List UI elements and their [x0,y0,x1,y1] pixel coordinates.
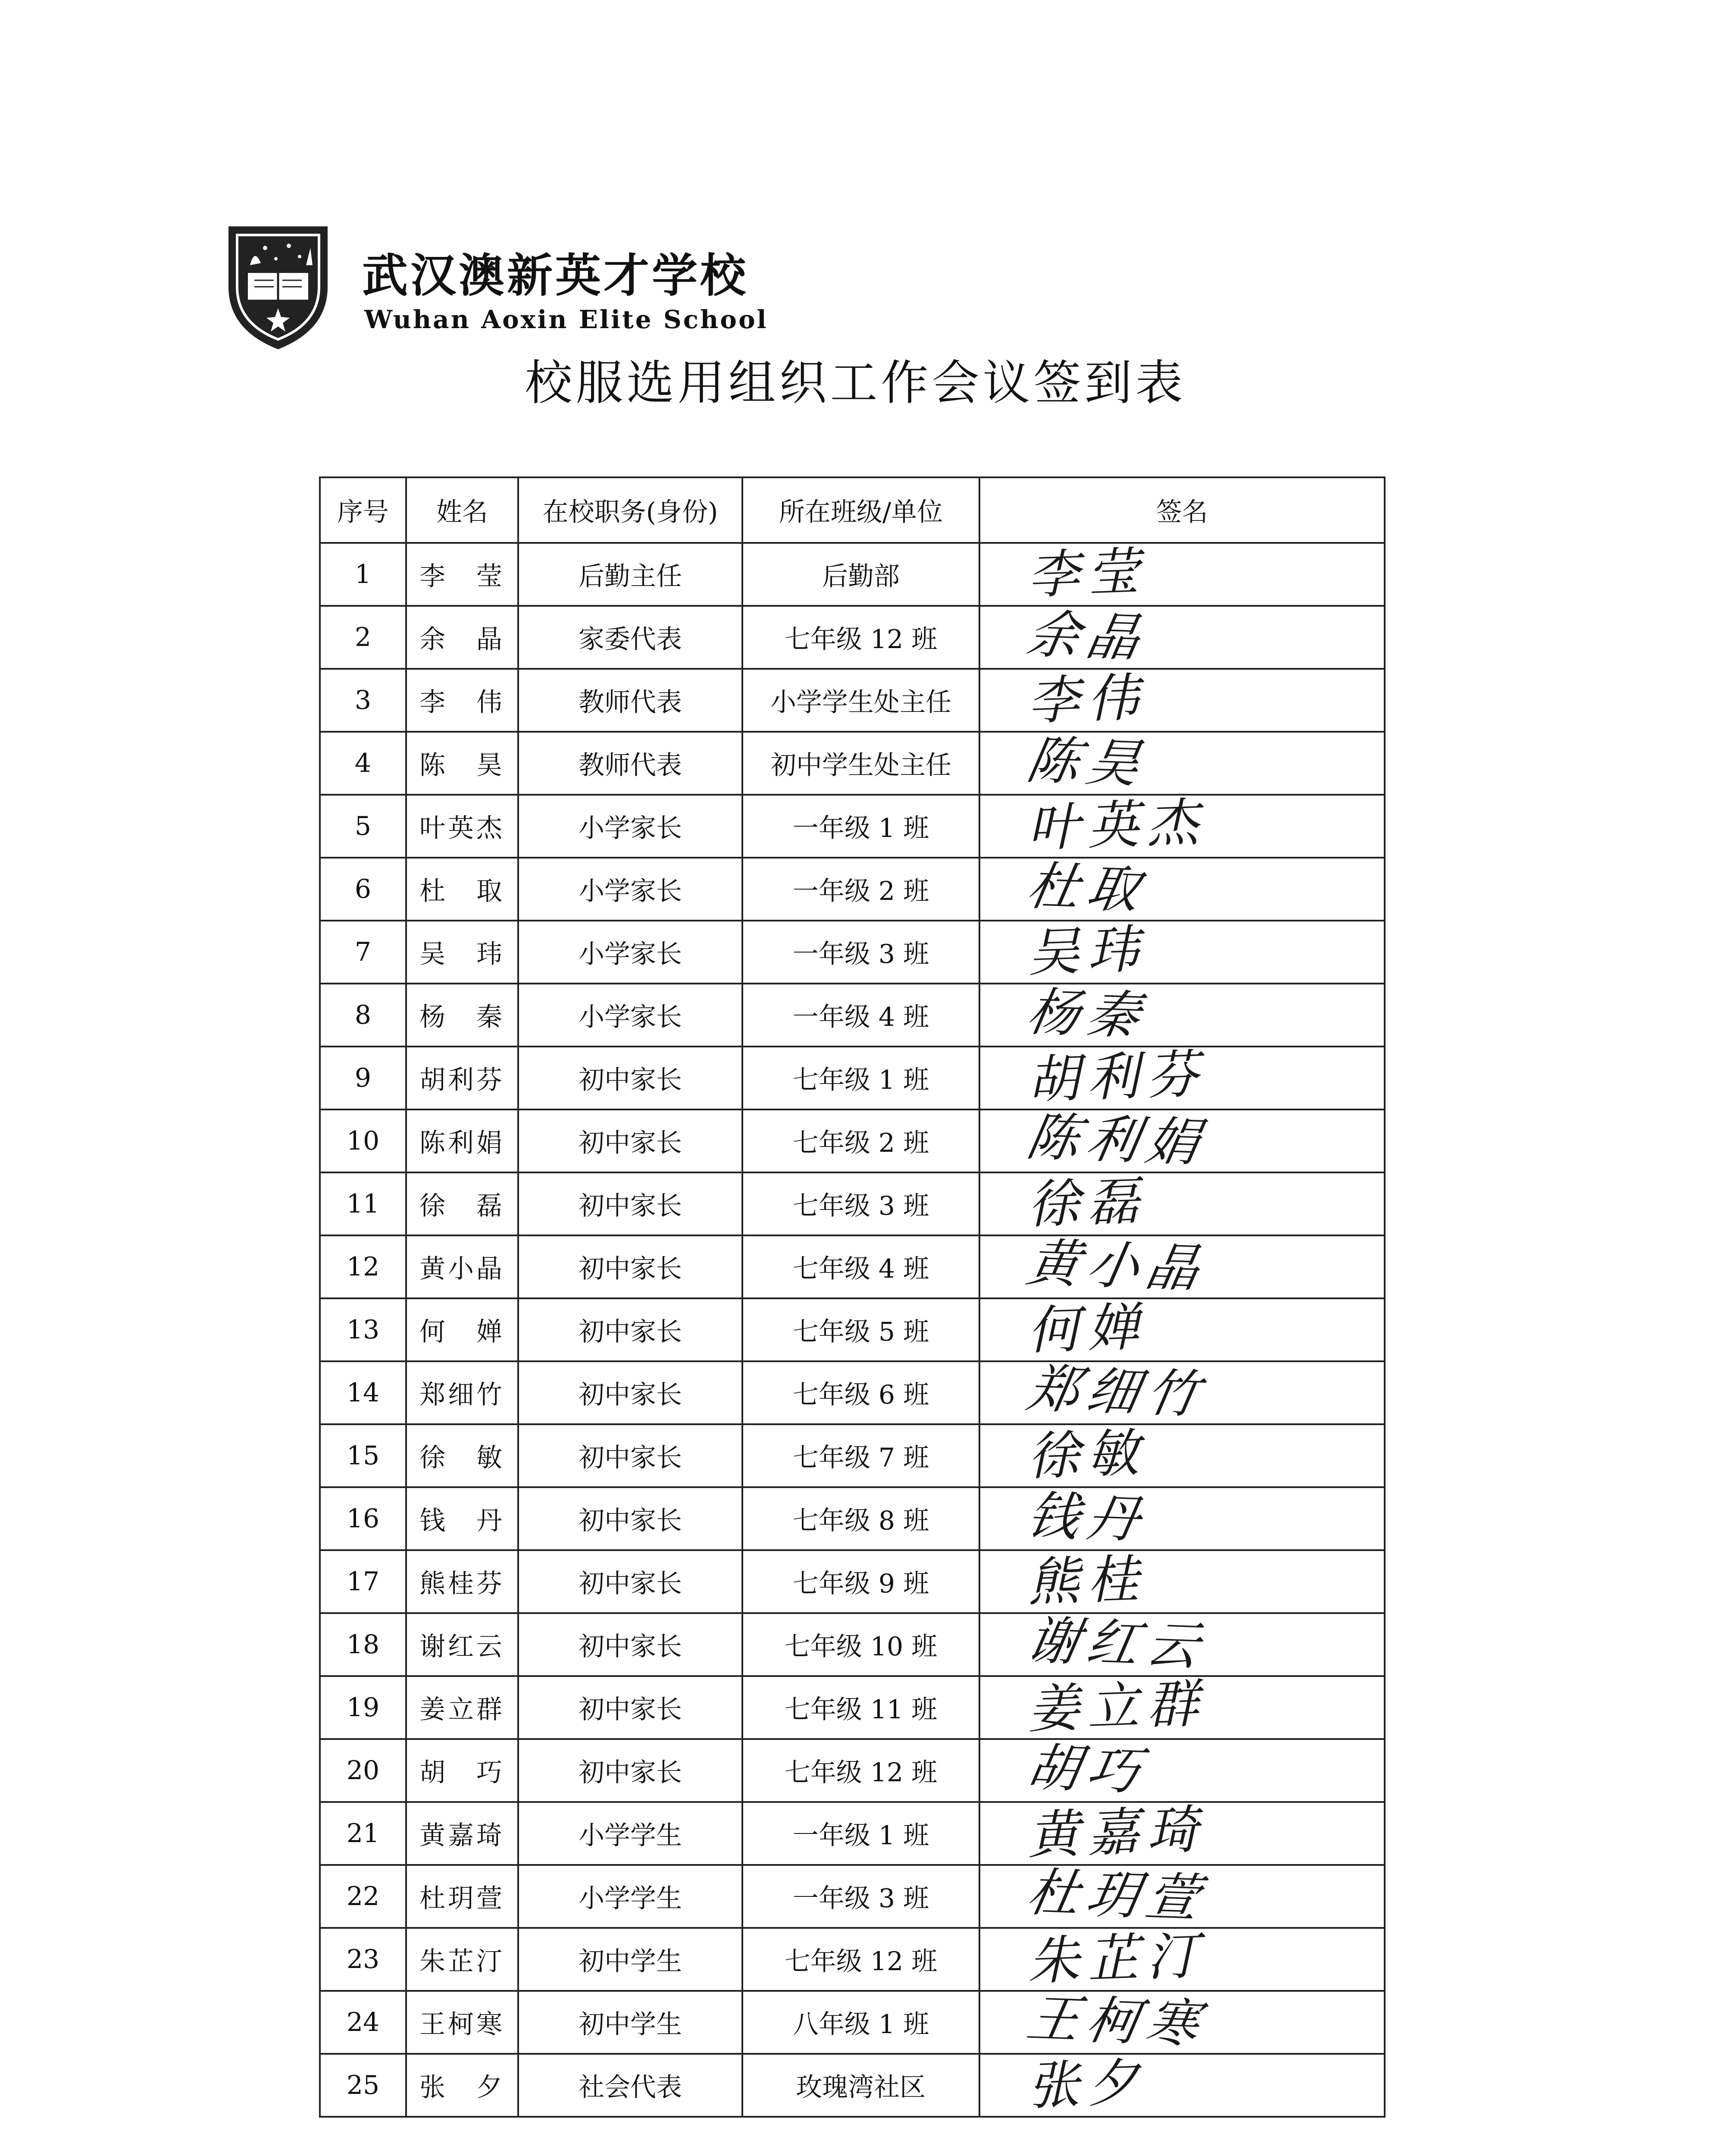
signature-cell [979,1361,1385,1424]
number-cell: 13 [320,1298,406,1361]
number-cell: 1 [320,543,406,606]
signature-cell [979,984,1385,1047]
handwritten-signature: 胡巧 [1022,1738,1152,1802]
handwritten-signature: 李莹 [1026,542,1148,606]
table-row [320,921,1385,984]
name-cell: 姜立群 [406,1676,518,1739]
signature-cell [979,1865,1385,1928]
unit-cell: 七年级 11 班 [742,1676,979,1739]
number-cell: 4 [320,732,406,795]
role-cell: 小学家长 [518,795,742,858]
unit-cell: 一年级 2 班 [742,858,979,921]
unit-cell: 小学学生处主任 [742,669,979,732]
role-cell: 教师代表 [518,669,742,732]
unit-cell: 七年级 10 班 [742,1613,979,1676]
header-cell-role: 在校职务(身份) [518,477,742,543]
name-cell: 胡利芬 [406,1047,518,1109]
table-row [320,1109,1385,1172]
number-cell: 21 [320,1802,406,1865]
signature-cell [979,1613,1385,1676]
name-cell: 吴 玮 [406,921,518,984]
name-cell: 杜玥萱 [406,1865,518,1928]
signature-cell [979,1925,1385,1992]
number-cell: 22 [320,1865,406,1928]
number-cell: 2 [320,606,406,669]
signature-cell [979,1739,1385,1802]
role-cell: 小学家长 [518,921,742,984]
name-cell: 余 晶 [406,606,518,669]
number-cell: 12 [320,1235,406,1298]
handwritten-signature: 余晶 [1022,605,1152,669]
school-crest-icon [224,222,332,351]
handwritten-signature: 陈昊 [1022,730,1152,795]
unit-cell: 七年级 6 班 [742,1361,979,1424]
handwritten-signature: 杨秦 [1022,982,1152,1047]
table-row [320,669,1385,732]
role-cell: 初中家长 [518,1109,742,1172]
table-row [320,1298,1385,1361]
role-cell: 初中家长 [518,1613,742,1676]
signature-cell [979,1424,1385,1487]
signature-cell [979,1673,1385,1740]
role-cell: 小学家长 [518,858,742,921]
signature-cell [979,606,1385,669]
table-row [320,543,1385,606]
unit-cell: 一年级 1 班 [742,795,979,858]
handwritten-signature: 熊桂 [1026,1549,1148,1613]
table-row [320,1676,1385,1739]
number-cell: 14 [320,1361,406,1424]
table-row [320,2054,1385,2117]
handwritten-signature: 黄嘉琦 [1026,1799,1207,1866]
unit-cell: 一年级 4 班 [742,984,979,1047]
handwritten-signature: 杜玥萱 [1023,1863,1212,1929]
signature-cell [979,2054,1385,2117]
name-cell: 徐 敏 [406,1424,518,1487]
table-row [320,1613,1385,1676]
role-cell: 初中家长 [518,1550,742,1613]
role-cell: 小学家长 [518,984,742,1047]
number-cell: 19 [320,1676,406,1739]
number-cell: 25 [320,2054,406,2117]
handwritten-signature: 张夕 [1026,2053,1148,2117]
number-cell: 15 [320,1424,406,1487]
role-cell: 初中家长 [518,1424,742,1487]
role-cell: 初中学生 [518,1991,742,2054]
number-cell: 8 [320,984,406,1047]
signature-cell [979,1550,1385,1613]
role-cell: 初中家长 [518,1739,742,1802]
table-row [320,1047,1385,1109]
role-cell: 初中家长 [518,1361,742,1424]
sign-in-table [319,476,1386,2118]
unit-cell: 七年级 7 班 [742,1424,979,1487]
unit-cell: 七年级 12 班 [742,1739,979,1802]
role-cell: 家委代表 [518,606,742,669]
number-cell: 6 [320,858,406,921]
role-cell: 初中家长 [518,1172,742,1235]
table-row [320,984,1385,1047]
handwritten-signature: 姜立群 [1026,1673,1207,1740]
name-cell: 郑细竹 [406,1361,518,1424]
signature-cell [979,921,1385,984]
handwritten-signature: 黄小晶 [1023,1233,1212,1299]
name-cell: 黄嘉琦 [406,1802,518,1865]
unit-cell: 七年级 9 班 [742,1550,979,1613]
number-cell: 18 [320,1613,406,1676]
name-cell: 徐 磊 [406,1172,518,1235]
handwritten-signature: 胡利芬 [1026,1044,1207,1111]
number-cell: 3 [320,669,406,732]
role-cell: 社会代表 [518,2054,742,2117]
signature-cell [979,1298,1385,1361]
number-cell: 10 [320,1109,406,1172]
table-row [320,1865,1385,1928]
role-cell: 初中家长 [518,1047,742,1109]
table-row [320,1361,1385,1424]
name-cell: 杨 秦 [406,984,518,1047]
table-row [320,858,1385,921]
handwritten-signature: 李伟 [1026,667,1148,732]
role-cell: 小学学生 [518,1802,742,1865]
unit-cell: 七年级 2 班 [742,1109,979,1172]
table-row [320,1172,1385,1235]
role-cell: 小学学生 [518,1865,742,1928]
name-cell: 钱 丹 [406,1487,518,1550]
signature-cell [979,669,1385,732]
handwritten-signature: 徐磊 [1026,1171,1148,1235]
handwritten-signature: 杜取 [1022,856,1152,921]
handwritten-signature: 何婵 [1026,1297,1148,1361]
role-cell: 初中家长 [518,1487,742,1550]
name-cell: 李 莹 [406,543,518,606]
signature-cell [979,1799,1385,1866]
document-title: 校服选用组织工作会议签到表 [525,355,1186,411]
unit-cell: 七年级 8 班 [742,1487,979,1550]
table-row [320,732,1385,795]
number-cell: 7 [320,921,406,984]
table-row [320,1550,1385,1613]
unit-cell: 玫瑰湾社区 [742,2054,979,2117]
table-row [320,1739,1385,1802]
signature-cell [979,1109,1385,1172]
unit-cell: 一年级 1 班 [742,1802,979,1865]
table-row [320,606,1385,669]
handwritten-signature: 叶英杰 [1026,792,1207,859]
school-name-en: Wuhan Aoxin Elite School [364,305,768,334]
unit-cell: 七年级 3 班 [742,1172,979,1235]
role-cell: 初中家长 [518,1235,742,1298]
signature-cell [979,1235,1385,1298]
unit-cell: 七年级 12 班 [742,606,979,669]
handwritten-signature: 王柯寒 [1023,1989,1212,2055]
name-cell: 杜 取 [406,858,518,921]
table-row [320,1424,1385,1487]
name-cell: 黄小晶 [406,1235,518,1298]
name-cell: 朱芷汀 [406,1928,518,1991]
name-cell: 李 伟 [406,669,518,732]
number-cell: 23 [320,1928,406,1991]
signature-cell [979,1487,1385,1550]
number-cell: 5 [320,795,406,858]
unit-cell: 七年级 5 班 [742,1298,979,1361]
unit-cell: 八年级 1 班 [742,1991,979,2054]
number-cell: 9 [320,1047,406,1109]
handwritten-signature: 朱芷汀 [1026,1925,1207,1992]
table-row [320,1487,1385,1550]
table-row [320,1928,1385,1991]
name-cell: 张 夕 [406,2054,518,2117]
unit-cell: 七年级 4 班 [742,1235,979,1298]
table-row [320,1802,1385,1865]
number-cell: 11 [320,1172,406,1235]
name-cell: 何 婵 [406,1298,518,1361]
school-name-cn: 武汉澳新英才学校 [362,248,748,302]
table-row [320,795,1385,858]
name-cell: 王柯寒 [406,1991,518,2054]
signature-cell [979,1172,1385,1235]
school-logo-block [224,222,768,351]
number-cell: 24 [320,1991,406,2054]
signature-cell [979,1991,1385,2054]
signature-cell [979,732,1385,795]
handwritten-signature: 郑细竹 [1023,1359,1212,1425]
handwritten-signature: 谢红云 [1023,1611,1212,1677]
name-cell: 谢红云 [406,1613,518,1676]
handwritten-signature: 吴玮 [1026,919,1148,984]
unit-cell: 初中学生处主任 [742,732,979,795]
number-cell: 20 [320,1739,406,1802]
number-cell: 16 [320,1487,406,1550]
header-cell-name: 姓名 [406,477,518,543]
unit-cell: 一年级 3 班 [742,1865,979,1928]
role-cell: 后勤主任 [518,543,742,606]
name-cell: 陈 昊 [406,732,518,795]
handwritten-signature: 钱丹 [1022,1486,1152,1550]
role-cell: 教师代表 [518,732,742,795]
signature-cell [979,543,1385,606]
unit-cell: 一年级 3 班 [742,921,979,984]
header-cell-number: 序号 [320,477,406,543]
unit-cell: 七年级 1 班 [742,1047,979,1109]
table-row [320,1991,1385,2054]
role-cell: 初中家长 [518,1298,742,1361]
header-cell-unit: 所在班级/单位 [742,477,979,543]
signature-cell [979,792,1385,859]
handwritten-signature: 徐敏 [1026,1423,1148,1487]
signature-cell [979,1044,1385,1111]
name-cell: 胡 巧 [406,1739,518,1802]
name-cell: 陈利娟 [406,1109,518,1172]
role-cell: 初中家长 [518,1676,742,1739]
unit-cell: 后勤部 [742,543,979,606]
number-cell: 17 [320,1550,406,1613]
header-cell-signature: 签名 [979,477,1385,543]
unit-cell: 七年级 12 班 [742,1928,979,1991]
table-header-row [320,477,1385,543]
table-row [320,1235,1385,1298]
name-cell: 叶英杰 [406,795,518,858]
role-cell: 初中学生 [518,1928,742,1991]
name-cell: 熊桂芬 [406,1550,518,1613]
signature-cell [979,858,1385,921]
handwritten-signature: 陈利娟 [1023,1107,1212,1173]
